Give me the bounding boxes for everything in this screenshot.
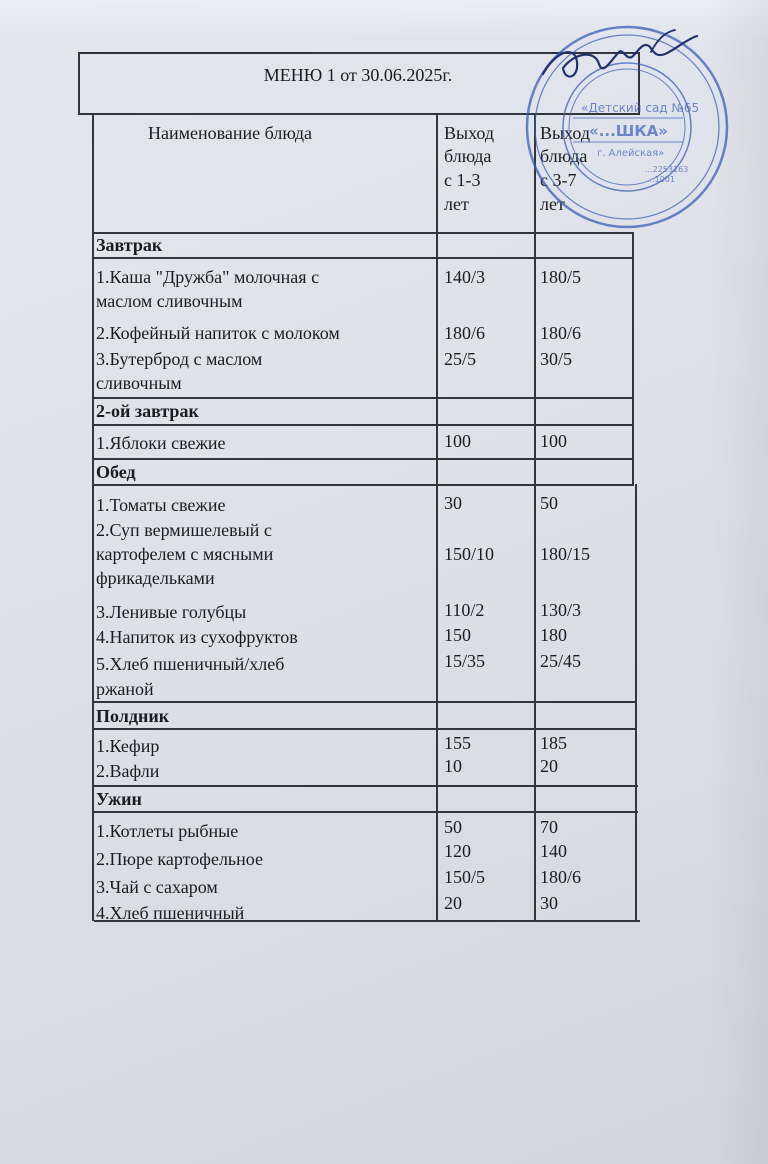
dish-line: фрикадельками [96, 568, 215, 588]
dish-line: 1.Котлеты рыбные [96, 821, 239, 841]
header-line: лет [444, 194, 469, 214]
page-title: МЕНЮ 1 от 30.06.2025г. [263, 65, 453, 85]
row-line [92, 257, 632, 259]
dish-line: 4.Хлеб пшеничный [96, 903, 245, 923]
dish-line: сливочным [96, 373, 182, 393]
outer-left [92, 113, 94, 921]
yield-value: 150/10 [444, 544, 495, 564]
row-line [92, 458, 632, 460]
header-line: с 3-7 [540, 170, 577, 190]
dish-line: 3.Ленивые голубцы [96, 602, 247, 622]
header-line: с 1-3 [444, 170, 481, 190]
row-line [92, 811, 638, 813]
svg-text:«...ШКА»: «...ШКА» [589, 122, 668, 140]
dish-line: 5.Хлеб пшеничный/хлеб [96, 654, 285, 674]
dish-line: 3.Бутерброд с маслом [96, 349, 263, 369]
yield-value: 180/6 [540, 867, 582, 887]
signature [543, 36, 697, 77]
yield-value: 110/2 [444, 600, 485, 620]
dish-line: 1.Яблоки свежие [96, 433, 226, 453]
stamp-icon [515, 22, 750, 232]
header-line: блюда [540, 146, 588, 166]
dish-line: 2.Суп вермишелевый с [96, 520, 272, 540]
section-second-breakfast: 2-ой завтрак [96, 401, 199, 421]
section-dinner: Ужин [96, 789, 142, 809]
yield-value: 15/35 [444, 651, 486, 671]
yield-value: 130/3 [540, 600, 582, 620]
row-line [92, 701, 636, 703]
outer-right [632, 232, 634, 486]
yield-value: 180/5 [540, 267, 582, 287]
official-stamp [515, 22, 750, 232]
dish-line: 1.Кефир [96, 736, 160, 756]
dish-line: 1.Каша "Дружба" молочная с [96, 267, 320, 287]
yield-value: 30 [540, 893, 558, 913]
yield-value: 185 [540, 733, 567, 753]
row-line [92, 424, 632, 426]
dish-line: 4.Напиток из сухофруктов [96, 627, 298, 647]
section-breakfast: Завтрак [96, 235, 163, 255]
yield-value: 25/45 [540, 651, 582, 671]
svg-text:«Детский сад №65: «Детский сад №65 [581, 101, 700, 115]
dish-line: 2.Кофейный напиток с молоком [96, 323, 340, 343]
yield-value: 140/3 [444, 267, 486, 287]
header-line: блюда [444, 146, 492, 166]
column-divider-1 [436, 113, 438, 921]
row-line [92, 484, 634, 486]
yield-value: 30/5 [540, 349, 573, 369]
dish-line: маслом сливочным [96, 291, 243, 311]
yield-value: 50 [444, 817, 462, 837]
yield-value: 100 [540, 431, 567, 451]
yield-value: 120 [444, 841, 471, 861]
yield-value: 70 [540, 817, 558, 837]
column-divider-2 [534, 113, 536, 921]
dish-line: 2.Пюре картофельное [96, 849, 263, 869]
header-line: Выход [444, 123, 495, 143]
yield-value: 180 [540, 625, 567, 645]
yield-value: 30 [444, 493, 462, 513]
dish-line: картофелем с мясными [96, 544, 274, 564]
yield-value: 140 [540, 841, 567, 861]
header-line: Выход [540, 123, 591, 143]
dish-line: 1.Томаты свежие [96, 495, 226, 515]
section-lunch: Обед [96, 462, 136, 482]
dish-line: 3.Чай с сахаром [96, 877, 218, 897]
yield-value: 100 [444, 431, 471, 451]
yield-value: 20 [540, 756, 558, 776]
dish-line: 2.Вафли [96, 761, 160, 781]
svg-text:...1001: ...1001 [647, 175, 675, 184]
svg-text:г. Алейская»: г. Алейская» [597, 148, 665, 159]
row-line [92, 785, 638, 787]
outer-right-lower [635, 484, 637, 921]
row-line [92, 728, 636, 730]
dish-line: ржаной [96, 679, 154, 699]
section-afternoon-snack: Полдник [96, 706, 170, 726]
yield-value: 155 [444, 733, 471, 753]
yield-value: 150 [444, 625, 471, 645]
yield-value: 180/6 [444, 323, 486, 343]
row-line [92, 232, 632, 234]
row-line [92, 397, 632, 399]
header-dish-name: Наименование блюда [148, 123, 313, 143]
yield-value: 50 [540, 493, 558, 513]
header-line: лет [540, 194, 565, 214]
yield-value: 150/5 [444, 867, 486, 887]
yield-value: 20 [444, 893, 462, 913]
yield-value: 180/15 [540, 544, 591, 564]
yield-value: 10 [444, 756, 462, 776]
yield-value: 25/5 [444, 349, 477, 369]
svg-text:...2253163: ...2253163 [645, 165, 689, 174]
yield-value: 180/6 [540, 323, 582, 343]
